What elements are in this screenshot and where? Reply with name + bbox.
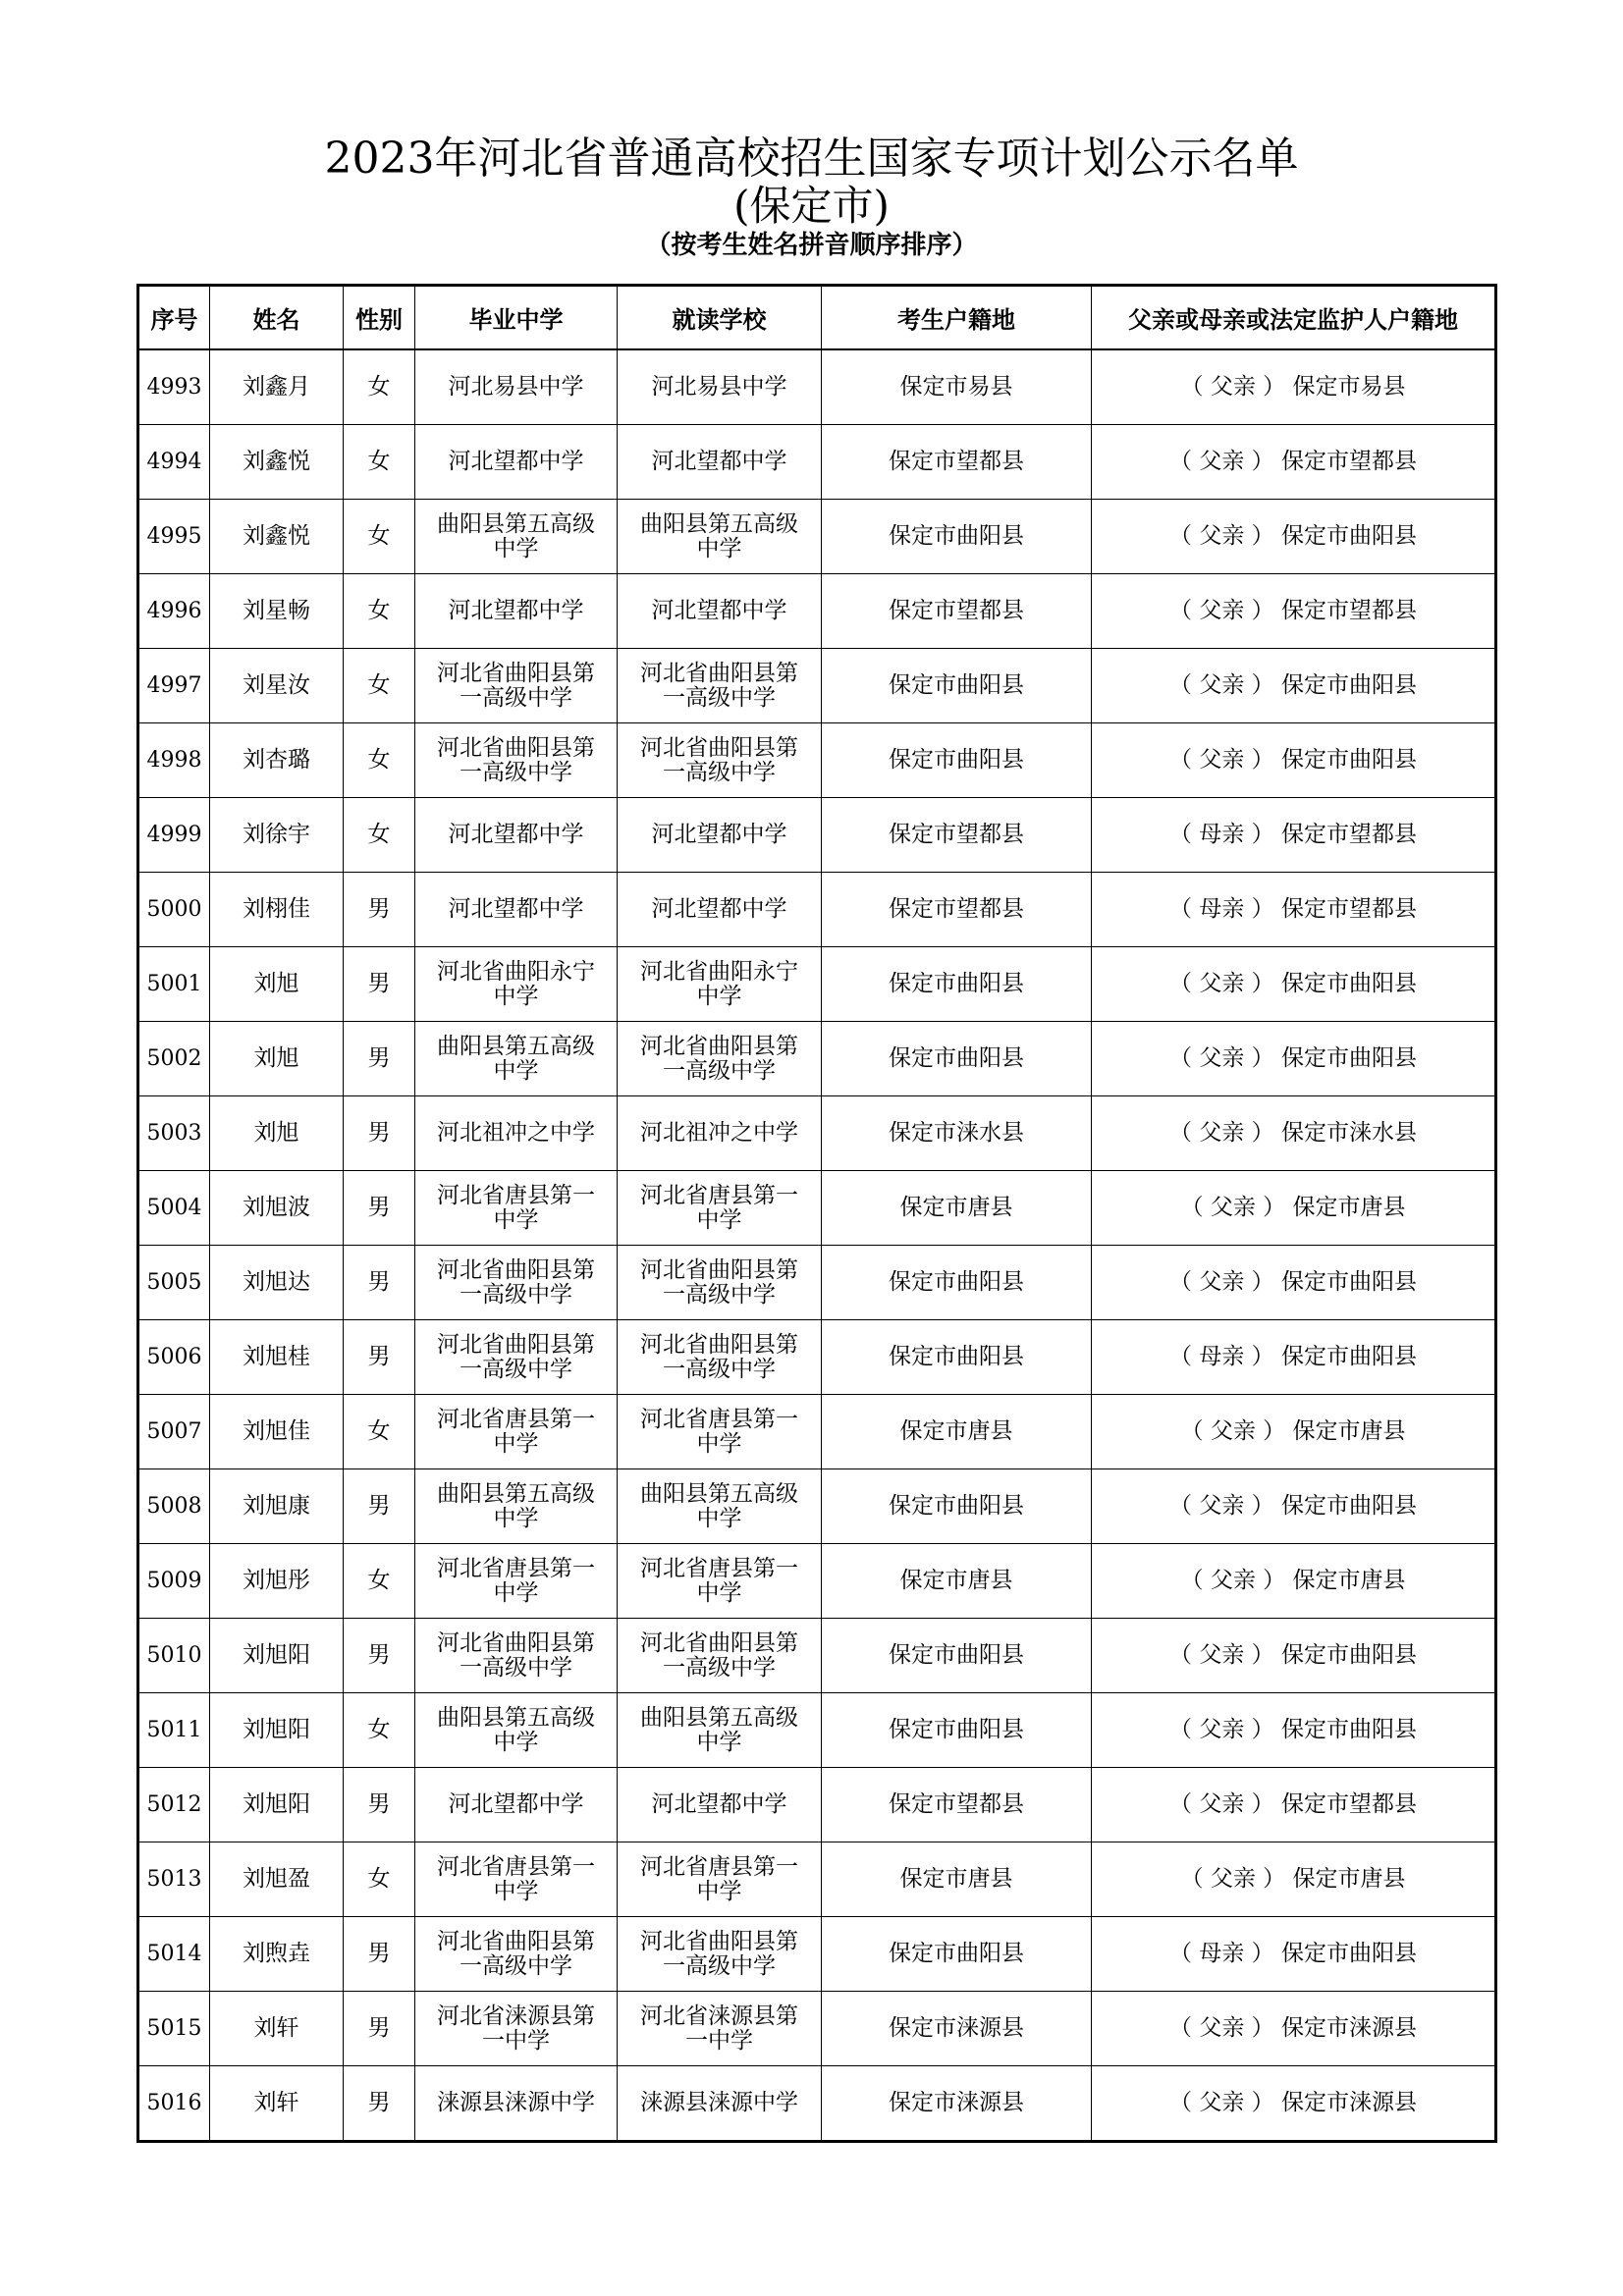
cell-current-school: 河北祖冲之中学 — [618, 1096, 822, 1171]
cell-hukou: 保定市唐县 — [822, 1544, 1092, 1619]
cell-hukou: 保定市曲阳县 — [822, 649, 1092, 723]
cell-seq: 5016 — [138, 2066, 210, 2142]
table-row — [138, 1395, 1496, 1469]
table-row — [138, 1917, 1496, 1992]
roster-table — [136, 284, 1497, 2143]
cell-hukou: 保定市唐县 — [822, 1171, 1092, 1246]
cell-hukou: 保定市曲阳县 — [822, 1022, 1092, 1096]
cell-seq: 5002 — [138, 1022, 210, 1096]
cell-grad-school: 河北望都中学 — [415, 425, 618, 500]
cell-grad-school: 河北省曲阳县第一高级中学 — [415, 1917, 618, 1992]
cell-gender: 男 — [344, 1171, 415, 1246]
header-grad-school: 毕业中学 — [415, 286, 618, 350]
table-row — [138, 947, 1496, 1022]
cell-seq: 4996 — [138, 574, 210, 649]
cell-current-school: 河北望都中学 — [618, 425, 822, 500]
cell-grad-school: 曲阳县第五高级中学 — [415, 1469, 618, 1544]
header-name: 姓名 — [210, 286, 344, 350]
cell-current-school: 河北省曲阳县第一高级中学 — [618, 1320, 822, 1395]
cell-seq: 4993 — [138, 349, 210, 425]
cell-guardian-hukou: （ 母亲 ） 保定市望都县 — [1092, 873, 1496, 947]
cell-name: 刘星畅 — [210, 574, 344, 649]
cell-grad-school: 河北省唐县第一中学 — [415, 1395, 618, 1469]
cell-gender: 男 — [344, 2066, 415, 2142]
cell-grad-school: 河北省曲阳县第一高级中学 — [415, 1246, 618, 1320]
cell-name: 刘旭佳 — [210, 1395, 344, 1469]
cell-gender: 男 — [344, 1768, 415, 1842]
cell-gender: 女 — [344, 349, 415, 425]
table-row — [138, 1992, 1496, 2066]
cell-name: 刘栩佳 — [210, 873, 344, 947]
cell-hukou: 保定市望都县 — [822, 873, 1092, 947]
table-row — [138, 1768, 1496, 1842]
cell-hukou: 保定市望都县 — [822, 574, 1092, 649]
cell-seq: 5011 — [138, 1693, 210, 1768]
cell-seq: 5007 — [138, 1395, 210, 1469]
cell-grad-school: 河北省曲阳县第一高级中学 — [415, 649, 618, 723]
cell-seq: 5012 — [138, 1768, 210, 1842]
cell-name: 刘鑫悦 — [210, 500, 344, 574]
cell-name: 刘旭 — [210, 947, 344, 1022]
cell-grad-school: 河北望都中学 — [415, 873, 618, 947]
cell-seq: 5004 — [138, 1171, 210, 1246]
cell-name: 刘徐宇 — [210, 798, 344, 873]
cell-grad-school: 河北省曲阳县第一高级中学 — [415, 723, 618, 798]
cell-hukou: 保定市曲阳县 — [822, 1320, 1092, 1395]
cell-current-school: 河北省曲阳县第一高级中学 — [618, 1246, 822, 1320]
cell-gender: 女 — [344, 574, 415, 649]
cell-current-school: 曲阳县第五高级中学 — [618, 500, 822, 574]
table-row — [138, 1469, 1496, 1544]
cell-seq: 5009 — [138, 1544, 210, 1619]
table-row — [138, 1693, 1496, 1768]
cell-seq: 5003 — [138, 1096, 210, 1171]
header-guardian-hukou: 父亲或母亲或法定监护人户籍地 — [1092, 286, 1496, 350]
cell-current-school: 河北省曲阳县第一高级中学 — [618, 649, 822, 723]
cell-gender: 女 — [344, 723, 415, 798]
cell-grad-school: 河北省唐县第一中学 — [415, 1842, 618, 1917]
cell-seq: 4995 — [138, 500, 210, 574]
cell-hukou: 保定市望都县 — [822, 798, 1092, 873]
cell-seq: 5014 — [138, 1917, 210, 1992]
cell-current-school: 河北望都中学 — [618, 1768, 822, 1842]
cell-hukou: 保定市涞源县 — [822, 1992, 1092, 2066]
cell-seq: 5005 — [138, 1246, 210, 1320]
cell-current-school: 河北省唐县第一中学 — [618, 1544, 822, 1619]
cell-guardian-hukou: （ 父亲 ） 保定市曲阳县 — [1092, 1246, 1496, 1320]
cell-guardian-hukou: （ 父亲 ） 保定市曲阳县 — [1092, 649, 1496, 723]
cell-gender: 男 — [344, 1469, 415, 1544]
cell-hukou: 保定市曲阳县 — [822, 1619, 1092, 1693]
header-row — [138, 286, 1496, 350]
table-row — [138, 873, 1496, 947]
cell-hukou: 保定市唐县 — [822, 1842, 1092, 1917]
cell-grad-school: 河北望都中学 — [415, 1768, 618, 1842]
cell-grad-school: 河北易县中学 — [415, 349, 618, 425]
cell-current-school: 涞源县涞源中学 — [618, 2066, 822, 2142]
cell-guardian-hukou: （ 父亲 ） 保定市涞源县 — [1092, 1992, 1496, 2066]
cell-gender: 男 — [344, 1992, 415, 2066]
table-row — [138, 798, 1496, 873]
cell-seq: 5008 — [138, 1469, 210, 1544]
cell-current-school: 河北省唐县第一中学 — [618, 1395, 822, 1469]
page-title: 2023年河北省普通高校招生国家专项计划公示名单 — [324, 133, 1299, 184]
cell-guardian-hukou: （ 父亲 ） 保定市曲阳县 — [1092, 1469, 1496, 1544]
cell-current-school: 曲阳县第五高级中学 — [618, 1469, 822, 1544]
cell-current-school: 河北省曲阳县第一高级中学 — [618, 1022, 822, 1096]
cell-grad-school: 河北望都中学 — [415, 574, 618, 649]
cell-gender: 女 — [344, 1544, 415, 1619]
cell-name: 刘旭康 — [210, 1469, 344, 1544]
cell-hukou: 保定市望都县 — [822, 425, 1092, 500]
cell-guardian-hukou: （ 父亲 ） 保定市易县 — [1092, 349, 1496, 425]
table-row — [138, 574, 1496, 649]
cell-hukou: 保定市曲阳县 — [822, 500, 1092, 574]
cell-name: 刘轩 — [210, 2066, 344, 2142]
cell-guardian-hukou: （ 父亲 ） 保定市唐县 — [1092, 1395, 1496, 1469]
cell-seq: 5006 — [138, 1320, 210, 1395]
cell-gender: 女 — [344, 1395, 415, 1469]
cell-gender: 女 — [344, 1842, 415, 1917]
cell-guardian-hukou: （ 父亲 ） 保定市唐县 — [1092, 1171, 1496, 1246]
cell-grad-school: 河北省唐县第一中学 — [415, 1171, 618, 1246]
cell-gender: 男 — [344, 1096, 415, 1171]
cell-guardian-hukou: （ 父亲 ） 保定市曲阳县 — [1092, 500, 1496, 574]
cell-name: 刘旭阳 — [210, 1619, 344, 1693]
cell-gender: 男 — [344, 1917, 415, 1992]
cell-name: 刘鑫悦 — [210, 425, 344, 500]
cell-seq: 5010 — [138, 1619, 210, 1693]
table-row — [138, 1096, 1496, 1171]
cell-guardian-hukou: （ 父亲 ） 保定市曲阳县 — [1092, 723, 1496, 798]
cell-seq: 4997 — [138, 649, 210, 723]
cell-gender: 男 — [344, 873, 415, 947]
cell-current-school: 河北省唐县第一中学 — [618, 1171, 822, 1246]
cell-current-school: 曲阳县第五高级中学 — [618, 1693, 822, 1768]
cell-name: 刘杏璐 — [210, 723, 344, 798]
cell-grad-school: 曲阳县第五高级中学 — [415, 1693, 618, 1768]
cell-current-school: 河北省曲阳县第一高级中学 — [618, 1917, 822, 1992]
cell-current-school: 河北望都中学 — [618, 873, 822, 947]
cell-gender: 女 — [344, 798, 415, 873]
cell-current-school: 河北望都中学 — [618, 798, 822, 873]
table-row — [138, 723, 1496, 798]
cell-hukou: 保定市曲阳县 — [822, 723, 1092, 798]
cell-name: 刘旭彤 — [210, 1544, 344, 1619]
cell-grad-school: 河北省唐县第一中学 — [415, 1544, 618, 1619]
cell-grad-school: 河北省曲阳县第一高级中学 — [415, 1619, 618, 1693]
cell-grad-school: 河北省涞源县第一中学 — [415, 1992, 618, 2066]
cell-seq: 4999 — [138, 798, 210, 873]
cell-guardian-hukou: （ 父亲 ） 保定市曲阳县 — [1092, 1693, 1496, 1768]
cell-current-school: 河北省曲阳永宁中学 — [618, 947, 822, 1022]
page-subtitle: (保定市) — [733, 182, 890, 230]
cell-seq: 4998 — [138, 723, 210, 798]
table-row — [138, 1022, 1496, 1096]
cell-hukou: 保定市曲阳县 — [822, 1469, 1092, 1544]
cell-guardian-hukou: （ 母亲 ） 保定市望都县 — [1092, 798, 1496, 873]
cell-current-school: 河北省涞源县第一中学 — [618, 1992, 822, 2066]
cell-seq: 4994 — [138, 425, 210, 500]
cell-grad-school: 曲阳县第五高级中学 — [415, 1022, 618, 1096]
cell-gender: 女 — [344, 649, 415, 723]
cell-guardian-hukou: （ 父亲 ） 保定市唐县 — [1092, 1842, 1496, 1917]
table-row — [138, 425, 1496, 500]
cell-guardian-hukou: （ 父亲 ） 保定市曲阳县 — [1092, 1022, 1496, 1096]
cell-name: 刘旭 — [210, 1022, 344, 1096]
cell-name: 刘旭阳 — [210, 1693, 344, 1768]
cell-name: 刘星汝 — [210, 649, 344, 723]
cell-hukou: 保定市曲阳县 — [822, 1693, 1092, 1768]
cell-seq: 5015 — [138, 1992, 210, 2066]
cell-hukou: 保定市涞水县 — [822, 1096, 1092, 1171]
cell-hukou: 保定市唐县 — [822, 1395, 1092, 1469]
cell-hukou: 保定市曲阳县 — [822, 1246, 1092, 1320]
cell-grad-school: 涞源县涞源中学 — [415, 2066, 618, 2142]
cell-seq: 5000 — [138, 873, 210, 947]
cell-name: 刘旭 — [210, 1096, 344, 1171]
cell-guardian-hukou: （ 父亲 ） 保定市望都县 — [1092, 574, 1496, 649]
cell-name: 刘旭波 — [210, 1171, 344, 1246]
cell-current-school: 河北易县中学 — [618, 349, 822, 425]
cell-hukou: 保定市易县 — [822, 349, 1092, 425]
cell-guardian-hukou: （ 母亲 ） 保定市曲阳县 — [1092, 1917, 1496, 1992]
header-current-school: 就读学校 — [618, 286, 822, 350]
table-row — [138, 649, 1496, 723]
table-row — [138, 1544, 1496, 1619]
cell-grad-school: 河北省曲阳县第一高级中学 — [415, 1320, 618, 1395]
cell-hukou: 保定市涞源县 — [822, 2066, 1092, 2142]
cell-current-school: 河北省曲阳县第一高级中学 — [618, 1619, 822, 1693]
cell-hukou: 保定市望都县 — [822, 1768, 1092, 1842]
cell-hukou: 保定市曲阳县 — [822, 947, 1092, 1022]
cell-gender: 男 — [344, 1022, 415, 1096]
table-row — [138, 1246, 1496, 1320]
cell-guardian-hukou: （ 父亲 ） 保定市涞源县 — [1092, 2066, 1496, 2142]
cell-hukou: 保定市曲阳县 — [822, 1917, 1092, 1992]
table-row — [138, 1619, 1496, 1693]
cell-gender: 男 — [344, 947, 415, 1022]
cell-grad-school: 河北望都中学 — [415, 798, 618, 873]
cell-name: 刘鑫月 — [210, 349, 344, 425]
cell-seq: 5013 — [138, 1842, 210, 1917]
table-row — [138, 500, 1496, 574]
cell-guardian-hukou: （ 父亲 ） 保定市望都县 — [1092, 425, 1496, 500]
cell-name: 刘旭盈 — [210, 1842, 344, 1917]
cell-seq: 5001 — [138, 947, 210, 1022]
cell-grad-school: 曲阳县第五高级中学 — [415, 500, 618, 574]
cell-grad-school: 河北祖冲之中学 — [415, 1096, 618, 1171]
table-row — [138, 349, 1496, 425]
table-row — [138, 1320, 1496, 1395]
cell-current-school: 河北省唐县第一中学 — [618, 1842, 822, 1917]
table-row — [138, 1842, 1496, 1917]
cell-current-school: 河北省曲阳县第一高级中学 — [618, 723, 822, 798]
table-body — [138, 349, 1496, 2142]
cell-gender: 女 — [344, 1693, 415, 1768]
cell-grad-school: 河北省曲阳永宁中学 — [415, 947, 618, 1022]
table-header — [138, 286, 1496, 350]
cell-name: 刘轩 — [210, 1992, 344, 2066]
cell-name: 刘旭桂 — [210, 1320, 344, 1395]
cell-current-school: 河北望都中学 — [618, 574, 822, 649]
table-row — [138, 1171, 1496, 1246]
cell-guardian-hukou: （ 父亲 ） 保定市望都县 — [1092, 1768, 1496, 1842]
cell-guardian-hukou: （ 母亲 ） 保定市曲阳县 — [1092, 1320, 1496, 1395]
cell-guardian-hukou: （ 父亲 ） 保定市曲阳县 — [1092, 947, 1496, 1022]
sort-note: （按考生姓名拼音顺序排序） — [645, 231, 978, 260]
cell-guardian-hukou: （ 父亲 ） 保定市唐县 — [1092, 1544, 1496, 1619]
cell-gender: 男 — [344, 1246, 415, 1320]
cell-name: 刘旭阳 — [210, 1768, 344, 1842]
header-gender: 性别 — [344, 286, 415, 350]
cell-guardian-hukou: （ 父亲 ） 保定市涞水县 — [1092, 1096, 1496, 1171]
cell-name: 刘旭达 — [210, 1246, 344, 1320]
cell-guardian-hukou: （ 父亲 ） 保定市曲阳县 — [1092, 1619, 1496, 1693]
cell-gender: 女 — [344, 500, 415, 574]
cell-name: 刘煦垚 — [210, 1917, 344, 1992]
header-seq: 序号 — [138, 286, 210, 350]
cell-gender: 男 — [344, 1619, 415, 1693]
header-hukou: 考生户籍地 — [822, 286, 1092, 350]
cell-gender: 女 — [344, 425, 415, 500]
table-row — [138, 2066, 1496, 2142]
cell-gender: 男 — [344, 1320, 415, 1395]
